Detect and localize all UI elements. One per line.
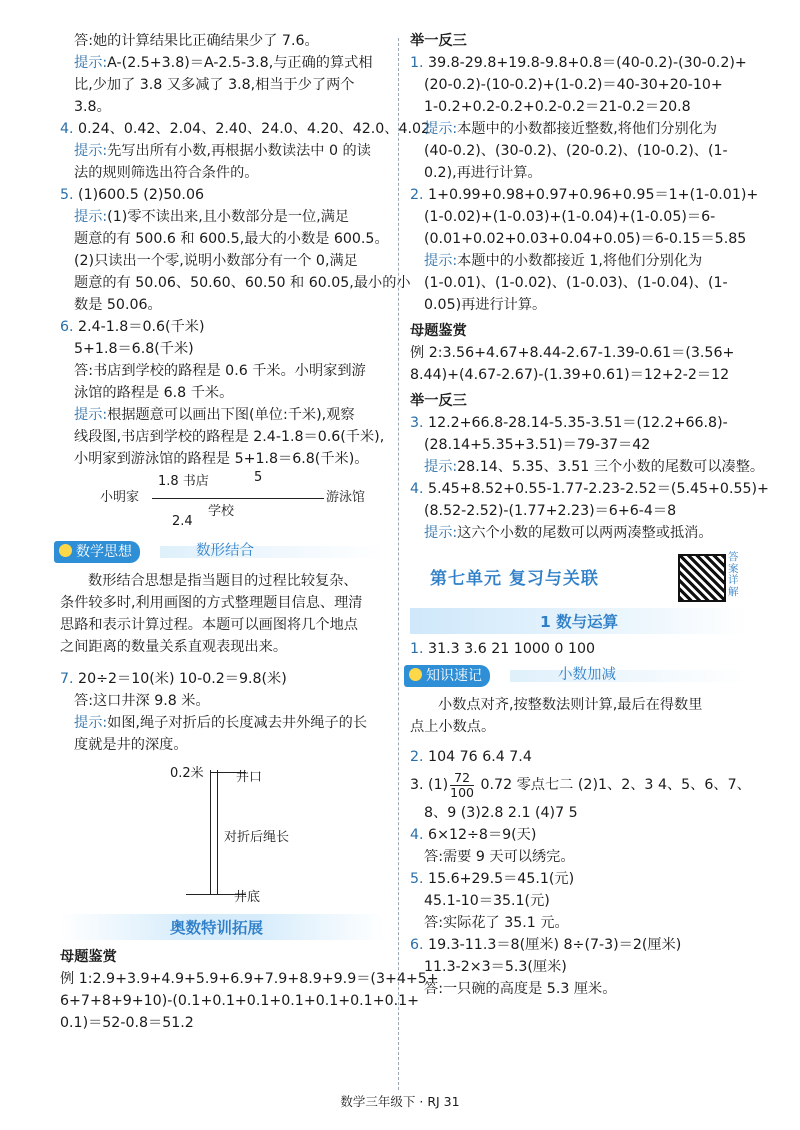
answer-line: 答:她的计算结果比正确结果少了 7.6。 <box>74 33 319 49</box>
unit-header <box>410 551 748 598</box>
practice-4-line: 4. 5.45+8.52+0.55-1.77-2.23-2.52＝(5.45+0.55)+ <box>410 481 769 497</box>
olympiad-section-title: 奥数特训拓展 <box>170 919 264 937</box>
math-thinking-bar <box>60 540 385 564</box>
answer-4: 4. 6×12÷8＝9(天) <box>410 827 537 843</box>
practice-1-line: 1-0.2+0.2-0.2+0.2-0.2＝21-0.2＝20.8 <box>424 99 691 115</box>
hint-line: 0.05)再进行计算。 <box>424 297 547 313</box>
hint-line: 题意的有 500.6 和 600.5,最大的小数是 600.5。 <box>74 231 389 247</box>
answer-line: 泳馆的路程是 6.8 千米。 <box>74 385 234 401</box>
lightbulb-icon <box>409 668 422 681</box>
hint-line: 小明家到游泳馆的路程是 5+1.8＝6.8(千米)。 <box>74 451 369 467</box>
page-footer: 数学三年级下 · RJ 31 <box>340 1094 460 1109</box>
hint-line: 提示:A-(2.5+3.8)＝A-2.5-3.8,与正确的算式相 <box>74 55 373 71</box>
answer-line: 5+1.8＝6.8(千米) <box>74 341 194 357</box>
knowledge-tag: 知识速记 <box>404 665 490 687</box>
bookstore-label: 1.8 书店 <box>158 474 209 489</box>
hint-line: 题意的有 50.06、50.60、60.50 和 60.05,最小的小 <box>74 275 411 291</box>
distance-five-label: 5 <box>254 470 263 485</box>
section-band <box>410 608 748 634</box>
practice-3-line: (28.14+5.35+3.51)＝79-37＝42 <box>424 437 651 453</box>
thinking-text: 数形结合思想是指当题目的过程比较复杂、 <box>88 573 358 589</box>
practice-2-line: (1-0.02)+(1-0.03)+(1-0.04)+(1-0.05)＝6- <box>424 209 716 225</box>
practice-1-line: 1. 39.8-29.8+19.8-9.8+0.8＝(40-0.2)-(30-0.2)+ <box>410 55 747 71</box>
practice-3-line: 3. 12.2+66.8-28.14-5.35-3.51＝(12.2+66.8)- <box>410 415 728 431</box>
mother-problem-title: 母题鉴赏 <box>410 323 467 339</box>
question-7-answer: 7. 20÷2＝10(米) 10-0.2＝9.8(米) <box>60 671 287 687</box>
practice-2-line: (0.01+0.02+0.03+0.04+0.05)＝6-0.15＝5.85 <box>424 231 747 247</box>
thinking-text: 之间距离的数量关系直观表现出来。 <box>60 639 288 655</box>
hint-line: 0.2),再进行计算。 <box>424 165 542 181</box>
home-label: 小明家 <box>100 490 140 505</box>
practice-2-line: 2. 1+0.99+0.98+0.97+0.96+0.95＝1+(1-0.01)+ <box>410 187 759 203</box>
hint-line: 线段图,书店到学校的路程是 2.4-1.8＝0.6(千米), <box>74 429 385 445</box>
practice-4-line: (8.52-2.52)-(1.77+2.23)＝6+6-4＝8 <box>424 503 677 519</box>
answer-2: 2. 104 76 6.4 7.4 <box>410 749 532 765</box>
well-mouth-label: 井口 <box>236 770 263 785</box>
practice-1-line: (20-0.2)-(10-0.2)+(1-0.2)＝40-30+20-10+ <box>424 77 723 93</box>
qr-code-icon[interactable] <box>678 554 726 602</box>
answer-line: 答:一只碗的高度是 5.3 厘米。 <box>424 981 617 997</box>
example-1-line: 例 1:2.9+3.9+4.9+5.9+6.9+7.9+8.9+9.9＝(3+4+5+ <box>60 971 439 987</box>
pool-label: 游泳馆 <box>326 490 366 505</box>
math-thinking-title: 数形结合 <box>196 543 254 559</box>
knowledge-text: 点上小数点。 <box>410 719 496 735</box>
distance-bottom-label: 2.4 <box>172 514 193 529</box>
answer-3-line: 8、9 (3)2.8 2.1 (4)7 5 <box>424 805 578 821</box>
fraction: $\frac{72}{100}$ <box>450 769 475 800</box>
hint-line: 数是 50.06。 <box>74 297 162 313</box>
knowledge-bar <box>410 664 748 688</box>
thinking-text: 条件较多时,利用画图的方式整理题目信息、理清 <box>60 595 363 611</box>
unit-title: 第七单元 复习与关联 <box>430 569 599 589</box>
knowledge-title: 小数加减 <box>558 667 616 683</box>
right-column <box>410 30 769 1000</box>
hint-line: 提示:本题中的小数都接近 1,将他们分别化为 <box>424 253 703 269</box>
answer-line: 答:需要 9 天可以绣完。 <box>424 849 575 865</box>
hint-line: 提示:先写出所有小数,再根据小数读法中 0 的读 <box>74 143 371 159</box>
question-5-answer: 5. (1)600.5 (2)50.06 <box>60 187 204 203</box>
mother-problem-title: 母题鉴赏 <box>60 949 117 965</box>
well-diagram <box>60 756 385 906</box>
answer-line: 45.1-10＝35.1(元) <box>424 893 550 909</box>
hint-line: (40-0.2)、(30-0.2)、(20-0.2)、(10-0.2)、(1- <box>424 143 728 159</box>
answer-1: 1. 31.3 3.6 21 1000 0 100 <box>410 641 596 657</box>
hint-line: (2)只读出一个零,说明小数部分有一个 0,满足 <box>74 253 358 269</box>
answer-line: 答:实际花了 35.1 元。 <box>424 915 569 931</box>
example-2-line: 例 2:3.56+4.67+8.44-2.67-1.39-0.61＝(3.56+ <box>410 345 735 361</box>
section-title: 1 数与运算 <box>540 613 619 631</box>
qr-caption: 答案详解 <box>728 551 739 598</box>
column-divider <box>398 38 399 1090</box>
answer-5: 5. 15.6+29.5＝45.1(元) <box>410 871 575 887</box>
practice-title: 举一反三 <box>410 393 467 409</box>
school-label: 学校 <box>208 504 235 519</box>
hint-line: 提示:如图,绳子对折后的长度减去井外绳子的长 <box>74 715 368 731</box>
folded-rope-label: 对折后绳长 <box>224 830 290 845</box>
lightbulb-icon <box>59 544 72 557</box>
answer-6: 6. 19.3-11.3＝8(厘米) 8÷(7-3)＝2(厘米) <box>410 937 682 953</box>
rope-top-label: 0.2米 <box>170 766 204 781</box>
hint-line: 提示:28.14、5.35、3.51 三个小数的尾数可以凑整。 <box>424 459 765 475</box>
knowledge-text: 小数点对齐,按整数法则计算,最后在得数里 <box>438 697 703 713</box>
hint-line: (1-0.01)、(1-0.02)、(1-0.03)、(1-0.04)、(1- <box>424 275 728 291</box>
example-2-line: 8.44)+(4.67-2.67)-(1.39+0.61)＝12+2-2＝12 <box>410 367 730 383</box>
answer-line: 答:这口井深 9.8 米。 <box>74 693 210 709</box>
question-6-answer: 6. 2.4-1.8＝0.6(千米) <box>60 319 205 335</box>
hint-line: 度就是井的深度。 <box>74 737 188 753</box>
hint-line: 提示:本题中的小数都接近整数,将他们分别化为 <box>424 121 718 137</box>
hint-line: 提示:这六个小数的尾数可以两两凑整或抵消。 <box>424 525 713 541</box>
distance-diagram <box>60 470 385 536</box>
hint-line: 提示:(1)零不读出来,且小数部分是一位,满足 <box>74 209 350 225</box>
well-bottom-label: 井底 <box>234 890 261 905</box>
example-1-line: 6+7+8+9+10)-(0.1+0.1+0.1+0.1+0.1+0.1+0.1+ <box>60 993 420 1009</box>
hint-line: 提示:根据题意可以画出下图(单位:千米),观察 <box>74 407 355 423</box>
olympiad-section-band <box>60 914 385 940</box>
hint-line: 比,少加了 3.8 又多减了 3.8,相当于少了两个 <box>74 77 355 93</box>
practice-title: 举一反三 <box>410 33 467 49</box>
answer-3: 3. (1) $\frac{72}{100}$ 0.72 零点七二 (2)1、2、3 4、5、6、7、 <box>410 769 751 800</box>
hint-line: 3.8。 <box>74 99 111 115</box>
thinking-text: 思路和表示计算过程。本题可以画图将几个地点 <box>60 617 358 633</box>
hint-line: 法的规则筛选出符合条件的。 <box>74 165 259 181</box>
math-thinking-tag: 数学思想 <box>54 541 140 563</box>
answer-line: 11.3-2×3＝5.3(厘米) <box>424 959 567 975</box>
example-1-line: 0.1)＝52-0.8＝51.2 <box>60 1015 194 1031</box>
answer-line: 答:书店到学校的路程是 0.6 千米。小明家到游 <box>74 363 366 379</box>
question-4-answer: 4. 0.24、0.42、2.04、2.40、24.0、4.20、42.0、4.02 <box>60 121 431 137</box>
